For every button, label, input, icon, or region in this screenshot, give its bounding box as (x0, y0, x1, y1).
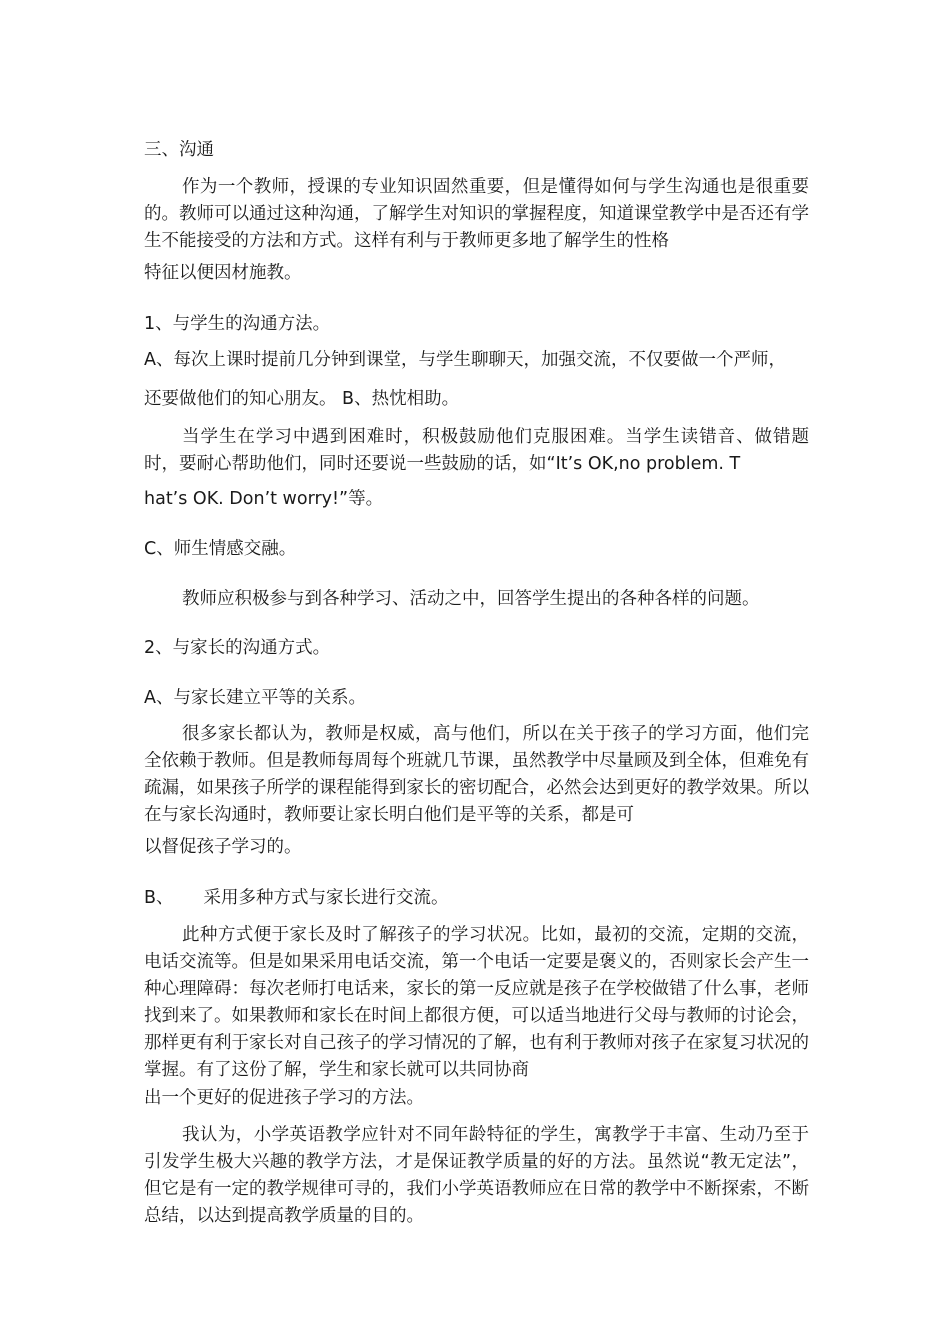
parent-b-label: 采用多种方式与家长进行交流。 (203, 888, 449, 908)
section-heading: 三、沟通 (144, 140, 214, 160)
item-c: C、师生情感交融。 (144, 539, 297, 559)
parent-b-end: 出一个更好的促进孩子学习的方法。 (144, 1088, 424, 1108)
item-c-body: 教师应积极参与到各种学习、活动之中，回答学生提出的各种各样的问题。 (182, 589, 760, 609)
parent-a-end: 以督促孩子学习的。 (144, 837, 302, 857)
item-a-end: 还要做他们的知心朋友。 B、热忱相助。 (144, 389, 460, 409)
conclusion-paragraph: 我认为，小学英语教学应针对不同年龄特征的学生，寓教学于丰富、生动乃至于引发学生极大兴趣的教学方法，才是保证教学质量的好的方法。虽然说“教无定法”，但它是有一定的教学规律可寻的，我们小学英语教师应在日常的教学中不断探索，不断总结，以达到提高教学质量的目的。 (144, 1125, 809, 1226)
section1-title: 1、与学生的沟通方法。 (144, 314, 331, 334)
intro-paragraph-end: 特征以便因材施教。 (144, 263, 302, 283)
intro-paragraph: 作为一个教师，授课的专业知识固然重要，但是懂得如何与学生沟通也是很重要的。教师可以通过这种沟通，了解学生对知识的掌握程度，知道课堂教学中是否还有学生不能接受的方法和方式。这样有利与于教师更多地了解学生的性格 (144, 177, 809, 251)
item-b-body: 当学生在学习中遇到困难时，积极鼓励他们克服困难。当学生读错音、做错题时，要耐心帮助他们，同时还要说一些鼓励的话，如“It’s OK,no problem. T (144, 427, 809, 474)
parent-b-body: 此种方式便于家长及时了解孩子的学习状况。比如，最初的交流，定期的交流，电话交流等。但是如果采用电话交流，第一个电话一定要是褒义的，否则家长会产生一种心理障碍：每次老师打电话来，家长的第一反应就是孩子在学校做错了什么事，老师找到来了。如果教师和家长在时间上都很方便，可以适当地进行父母与教师的讨论会，那样更有利于家长对自己孩子的学习情况的了解，也有利于教师对孩子在家复习状况的掌握。有了这份了解，学生和家长就可以共同协商 (144, 925, 809, 1080)
item-b-end: hat’s OK. Don’t worry!”等。 (144, 489, 384, 509)
parent-b-marker: B、 (144, 888, 174, 908)
item-a: A、每次上课时提前几分钟到课堂，与学生聊聊天，加强交流，不仅要做一个严师， (144, 350, 786, 370)
parent-a: A、与家长建立平等的关系。 (144, 688, 366, 708)
parent-a-body: 很多家长都认为，教师是权威，高与他们，所以在关于孩子的学习方面，他们完全依赖于教师。但是教师每周每个班就几节课，虽然教学中尽量顾及到全体，但难免有疏漏，如果孩子所学的课程能得到家长的密切配合，必然会达到更好的教学效果。所以在与家长沟通时，教师要让家长明白他们是平等的关系，都是可 (144, 724, 809, 825)
parent-b-heading (144, 885, 809, 912)
section2-title: 2、与家长的沟通方式。 (144, 638, 331, 658)
